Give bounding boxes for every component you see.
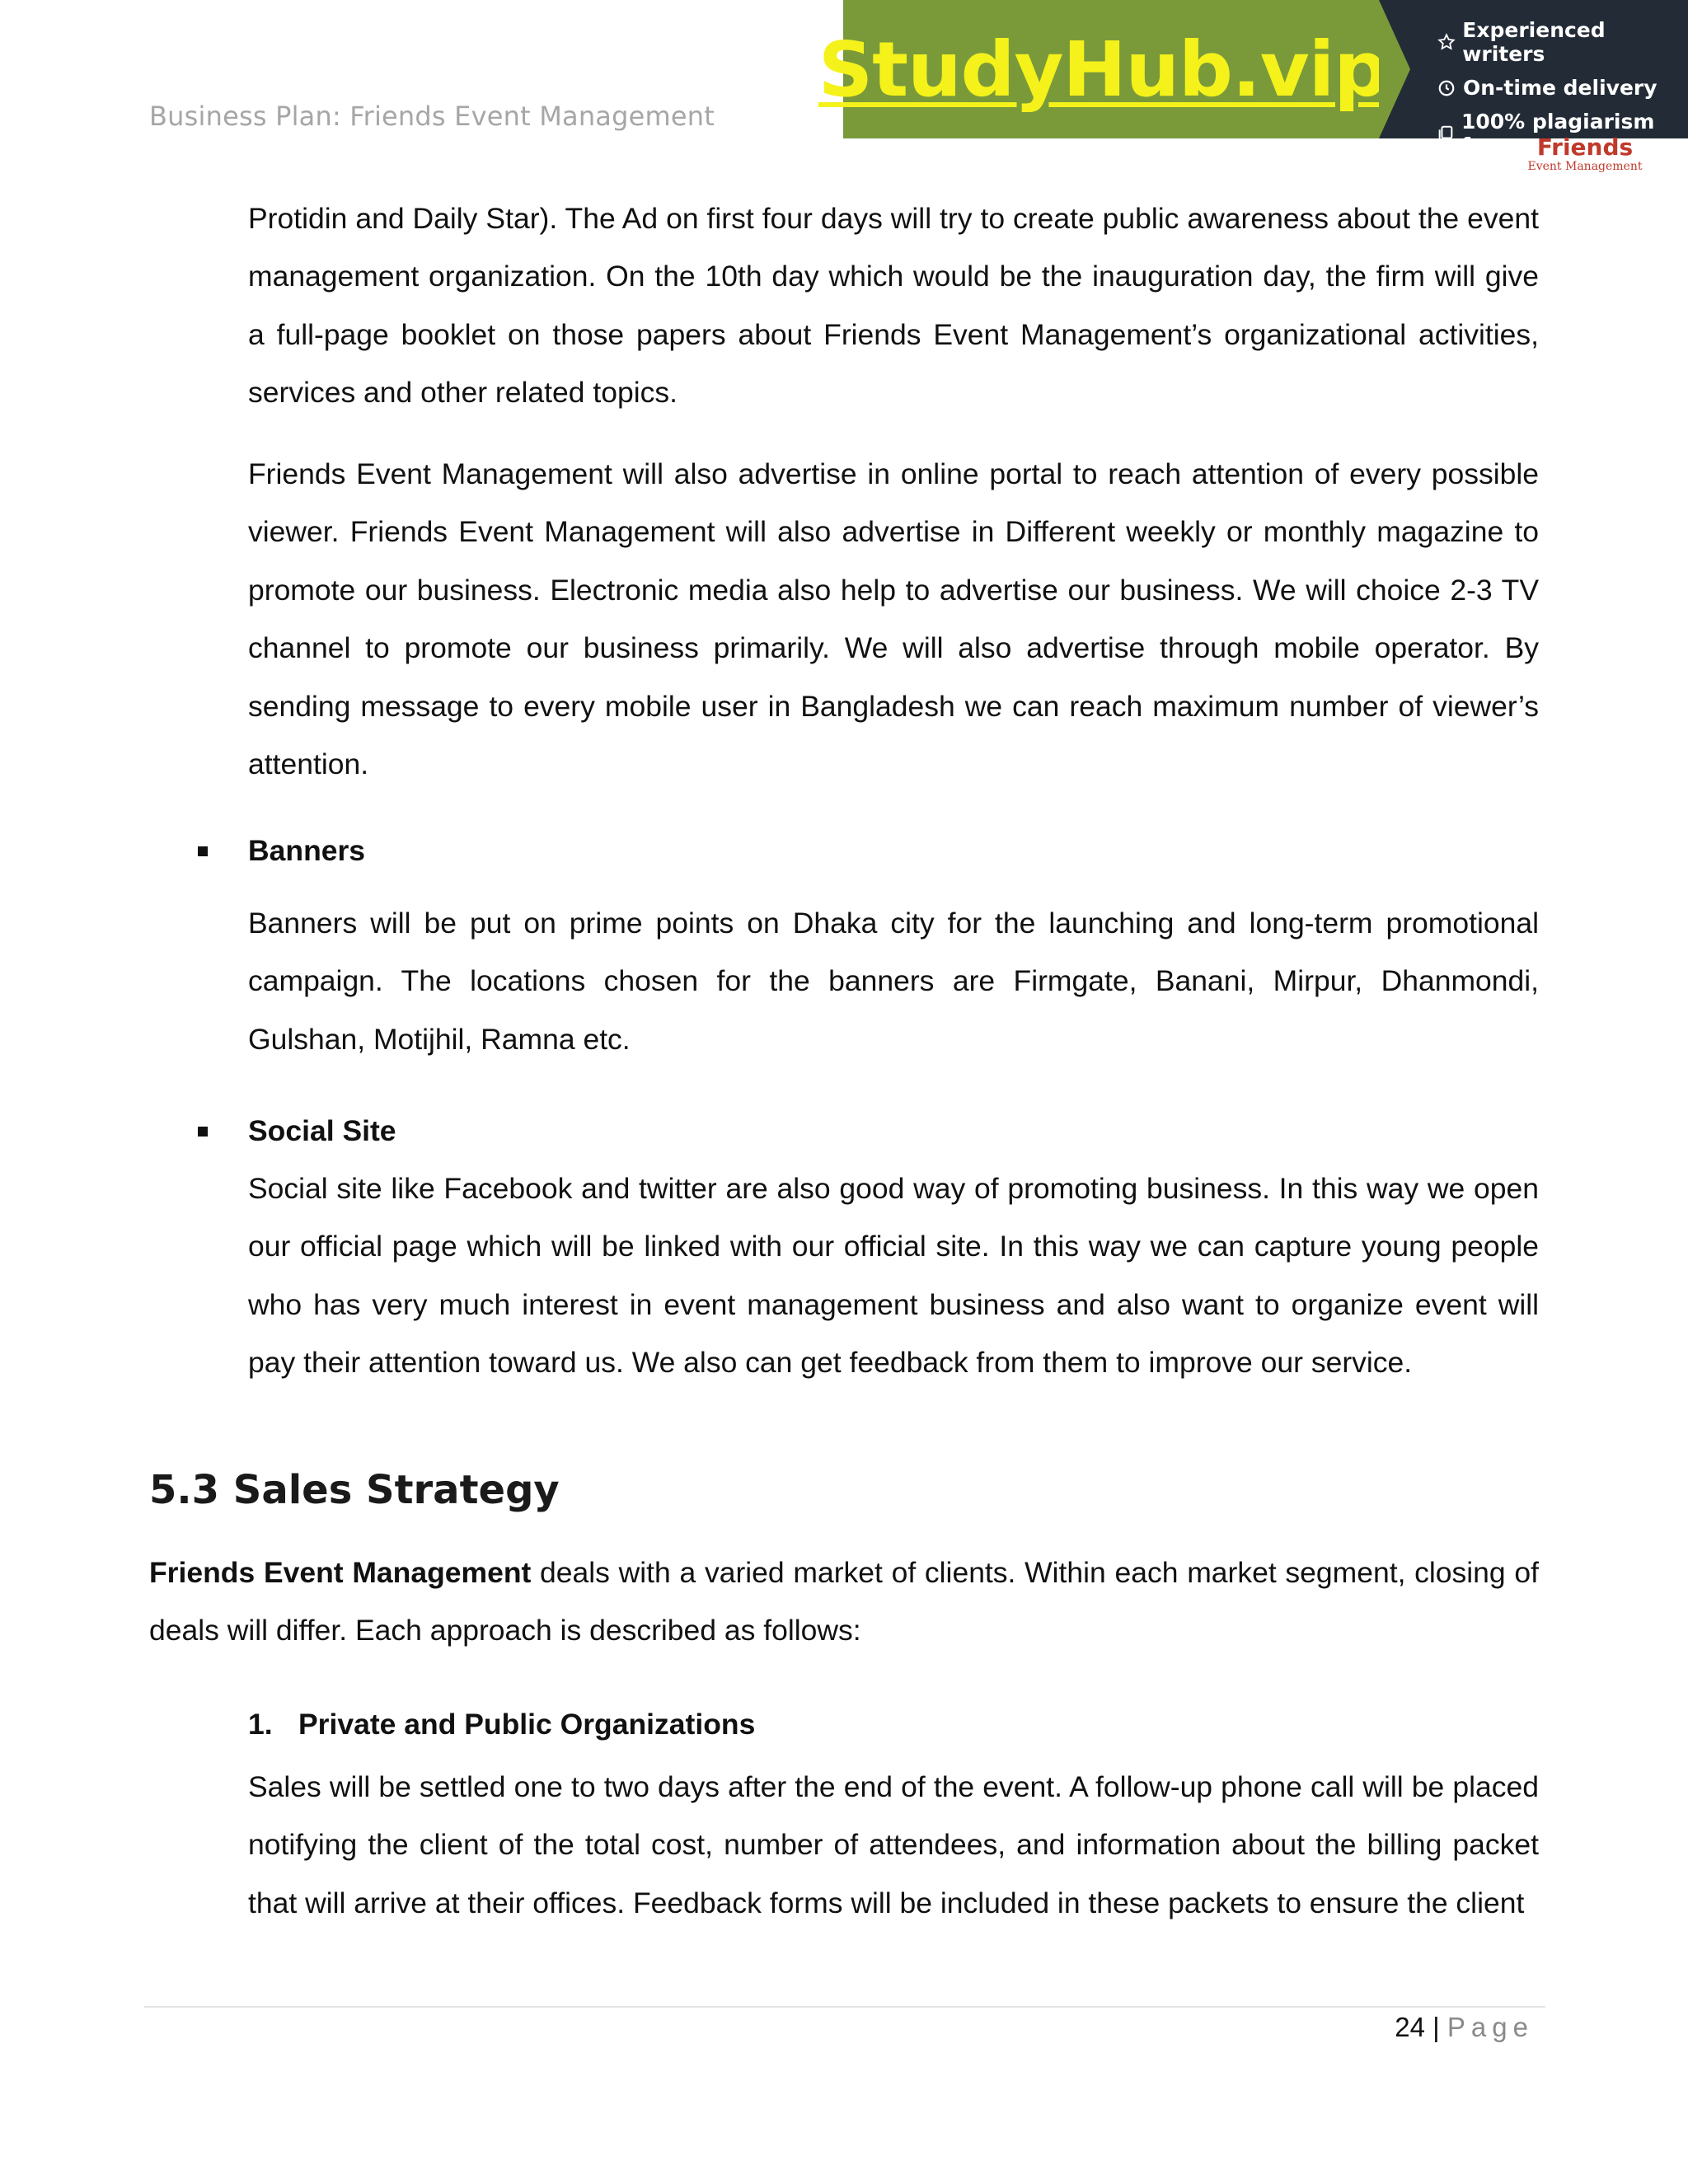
page-separator: | (1432, 2012, 1440, 2042)
bullet-square-icon (198, 1127, 208, 1137)
page-number: 24 (1395, 2012, 1425, 2042)
intro-bold-text: Friends Event Management (149, 1556, 532, 1589)
numbered-heading (248, 1708, 755, 1741)
logo-subtitle: Event Management (1527, 160, 1643, 173)
bullet-label: Banners (248, 834, 366, 867)
intro-text: deals with a varied market of clients. Within each market segment, closing of deals will differ. Each approach is described as follows: (149, 1556, 1539, 1647)
perk-text: On-time delivery (1463, 76, 1658, 100)
copy-icon (1437, 124, 1455, 143)
bullet-banners (198, 834, 365, 868)
clock-icon (1437, 78, 1456, 98)
paragraph-sales-intro (149, 1544, 1539, 1660)
paragraph-social-site: Social site like Facebook and twitter are also good way of promoting business. In this way we open our official page which will be linked with our official site. In this way we can capture young people who has very much interest in event management business and also want to organize event will pay their attention toward us. We also can get feedback from them to improve our service. (248, 1172, 1539, 1380)
paragraph-print-ads: Protidin and Daily Star). The Ad on first four days will try to create public awareness about the event management organization. On the 10th day which would be the inauguration day, the firm will give a full-page booklet on those papers about Friends Event Management’s organizational activities, services and other related topics. (248, 202, 1539, 410)
running-header: Business Plan: Friends Event Management (149, 101, 715, 132)
page-label: Page (1447, 2012, 1534, 2042)
perk-item (1437, 76, 1688, 100)
brand-name: StudyHub.vip (818, 25, 1388, 114)
star-icon (1437, 32, 1456, 52)
paragraph-private-public: Sales will be settled one to two days after the end of the event. A follow-up phone call will be placed notifying the client of the total cost, number of attendees, and information about the billing packet that will arrive at their offices. Feedback forms will be included in these packets to ensure the client (248, 1770, 1539, 1919)
banner-brand-panel (818, 0, 1388, 138)
section-heading: 5.3 Sales Strategy (149, 1467, 560, 1513)
bullet-social-site (198, 1114, 396, 1148)
paragraph-online-media: Friends Event Management will also advertise in online portal to reach attention of every possible viewer. Friends Event Management will also advertise in Different weekly or monthly magazine to promote our business. Electronic media also help to advertise our business. We will choice 2-3 TV channel to promote our business primarily. We will also advertise through mobile operator. By sending message to every mobile user in Bangladesh we can reach maximum number of viewer’s attention. (248, 457, 1539, 781)
paragraph-banners: Banners will be put on prime points on Dhaka city for the launching and long-term promotional campaign. The locations chosen for the banners are Firmgate, Banani, Mirpur, Dhanmondi, Gulshan, Motijhil, Ramna etc. (248, 907, 1539, 1056)
perk-text: 100% plagiarism free (1461, 110, 1655, 157)
perk-item (1437, 18, 1688, 66)
page-footer (1395, 2012, 1534, 2043)
logo-word: Friends (1536, 134, 1634, 161)
footer-divider (144, 2006, 1545, 2008)
item-number: 1. (248, 1708, 273, 1741)
bullet-label: Social Site (248, 1114, 396, 1147)
item-title: Private and Public Organizations (298, 1708, 756, 1741)
company-logo (1515, 135, 1655, 173)
bullet-square-icon (198, 846, 208, 856)
perk-text: Experienced writers (1462, 18, 1606, 66)
